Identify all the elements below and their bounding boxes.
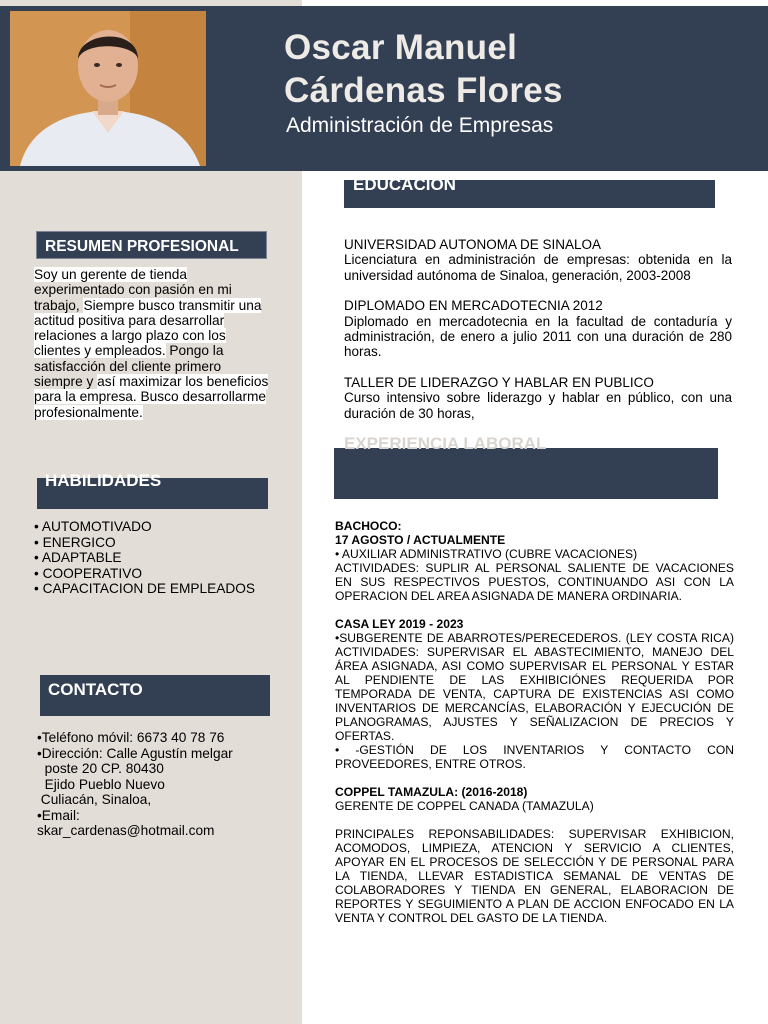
job-line: • -GESTIÓN DE LOS INVENTARIOS Y CONTACTO CON PROVEEDORES, ENTRE OTROS. (335, 743, 734, 771)
educacion-title: EDUCACIÓN (353, 175, 456, 194)
job-period: 17 AGOSTO / ACTUALMENTE (335, 533, 506, 547)
skill-item: • ADAPTABLE (34, 550, 122, 565)
contact-line: Ejido Pueblo Nuevo (37, 776, 165, 792)
job-entry (335, 827, 734, 925)
education-item (344, 237, 732, 283)
job-line: ACTIVIDADES: SUPLIR AL PERSONAL SALIENTE DE VACACIONES EN SUS RESPECTIVOS PUESTOS, CONTINUANDO ASI CON LA OPERACION DEL AREA ASIGNADA DE MANERA ORDINARIA. (335, 561, 734, 603)
resumen-text (34, 267, 269, 420)
section-header-resumen: RESUMEN PROFESIONAL (36, 231, 267, 259)
candidate-name (284, 26, 563, 112)
section-header-contacto: CONTACTO (40, 675, 270, 716)
job-company: BACHOCO: (335, 519, 402, 533)
resumen-part: así maximizar los beneficios para la empresa. Busco desarrollarme profesionalmente (34, 374, 269, 420)
education-title: UNIVERSIDAD AUTONOMA DE SINALOA (344, 237, 602, 252)
job-line: GERENTE DE COPPEL CANADA (TAMAZULA) (335, 799, 594, 813)
name-line-1: Oscar Manuel (284, 28, 518, 67)
resumen-part: experimentado con pasión en mi trabajo, (34, 282, 232, 313)
education-desc: Licenciatura en administración de empresas: obtenida en la universidad autónoma de Sinaloa, generación, 2003-2008 (344, 252, 732, 283)
job-entry (335, 519, 734, 603)
section-header-habilidades (37, 471, 268, 509)
resumen-part: Siempre busco transmitir una actitud positiva para desarrollar relaciones a largo plazo con los clientes y empleados. (34, 297, 262, 359)
contact-email: skar_cardenas@hotmail.com (37, 823, 215, 838)
education-item (344, 375, 732, 421)
job-line: PRINCIPALES REPONSABILIDADES: SUPERVISAR EXHIBICION, ACOMODOS, LIMPIEZA, ATENCION Y SERVICIO A CLIENTES, APOYAR EN EL PROCESOS DE SELECCIÓN Y DE PERSONAL PARA LA TIENDA, LLEVAR ESTADISTICA SEMANAL DE VENTAS DE COLABORADORES Y TIENDA EN GENERAL, ELABORACION DE REPORTES Y SEGUIMIENTO A PLAN DE ACCION ENFOCADO EN LA VENTA Y CONTROL DEL GASTO DE LA TIENDA. (335, 827, 734, 925)
contact-line: poste 20 CP. 80430 (37, 761, 164, 776)
contact-line: •Email: (37, 807, 80, 823)
habilidades-title: HABILIDADES (45, 471, 162, 490)
name-line-2: Cárdenas Flores (284, 71, 563, 110)
skill-item: • AUTOMOTIVADO (34, 519, 152, 534)
section-header-experiencia (334, 434, 718, 499)
education-list (344, 237, 732, 436)
job-entry (335, 785, 734, 813)
candidate-role: Administración de Empresas (286, 114, 554, 137)
education-desc: Diplomado en mercadotecnia en la facultad de contaduría y administración, de enero a julio 2011 con una duración de 280 horas. (344, 313, 732, 360)
education-title: TALLER DE LIDERAZGO Y HABLAR EN PUBLICO (344, 374, 654, 390)
job-line: •SUBGERENTE DE ABARROTES/PERECEDEROS. (LEY COSTA RICA) ACTIVIDADES: SUPERVISAR EL ABASTECIMIENTO, MANEJO DEL ÁREA ASIGNADA, ASI COMO SUPERVISAR EL PERSONAL Y ESTAR AL PENDIENTE DE LAS EXHIBICIÓNES REQUERIDA POR TEMPORADA DE VENTA, CAPTURA DE EXISTENCIAS ASI COMO INVENTARIOS DE MERCANCÍAS, ELABORACIÓN Y EJECUCIÓN DE PLANOGRAMAS, AJUSTES Y SEÑALIZACION DE PRECIOS Y OFERTAS. (335, 631, 734, 743)
job-company: CASA LEY 2019 - 2023 (335, 617, 464, 631)
skill-item: • ENERGICO (34, 534, 116, 550)
profile-photo (10, 11, 206, 166)
experiencia-title: EXPERIENCIA LABORAL (344, 434, 547, 453)
resumen-part: Pongo la satisfacción del cliente primero siempre y (34, 343, 224, 390)
resumen-part: . (139, 404, 143, 420)
skills-list (34, 519, 274, 597)
section-header-educacion (344, 175, 715, 208)
job-line: • AUXILIAR ADMINISTRATIVO (CUBRE VACACIONES) (335, 547, 638, 561)
education-item (344, 298, 732, 360)
experience-list (335, 519, 734, 939)
contact-line: •Dirección: Calle Agustín melgar (37, 745, 233, 761)
contact-line: •Teléfono móvil: 6673 40 78 76 (37, 730, 225, 745)
job-company: COPPEL TAMAZULA: (2016-2018) (335, 785, 528, 799)
education-desc: Curso intensivo sobre liderazgo y hablar en público, con una duración de 30 horas, (344, 390, 732, 421)
contact-line: Culiacán, Sinaloa, (37, 792, 152, 807)
skill-item: • CAPACITACION DE EMPLEADOS (34, 581, 256, 596)
resumen-part: Soy un gerente de tienda (34, 267, 187, 282)
education-title: DIPLOMADO EN MERCADOTECNIA 2012 (344, 298, 603, 314)
job-entry (335, 617, 734, 771)
skill-item: • COOPERATIVO (34, 565, 142, 581)
contact-info (37, 730, 287, 839)
person-portrait-icon (10, 11, 206, 166)
